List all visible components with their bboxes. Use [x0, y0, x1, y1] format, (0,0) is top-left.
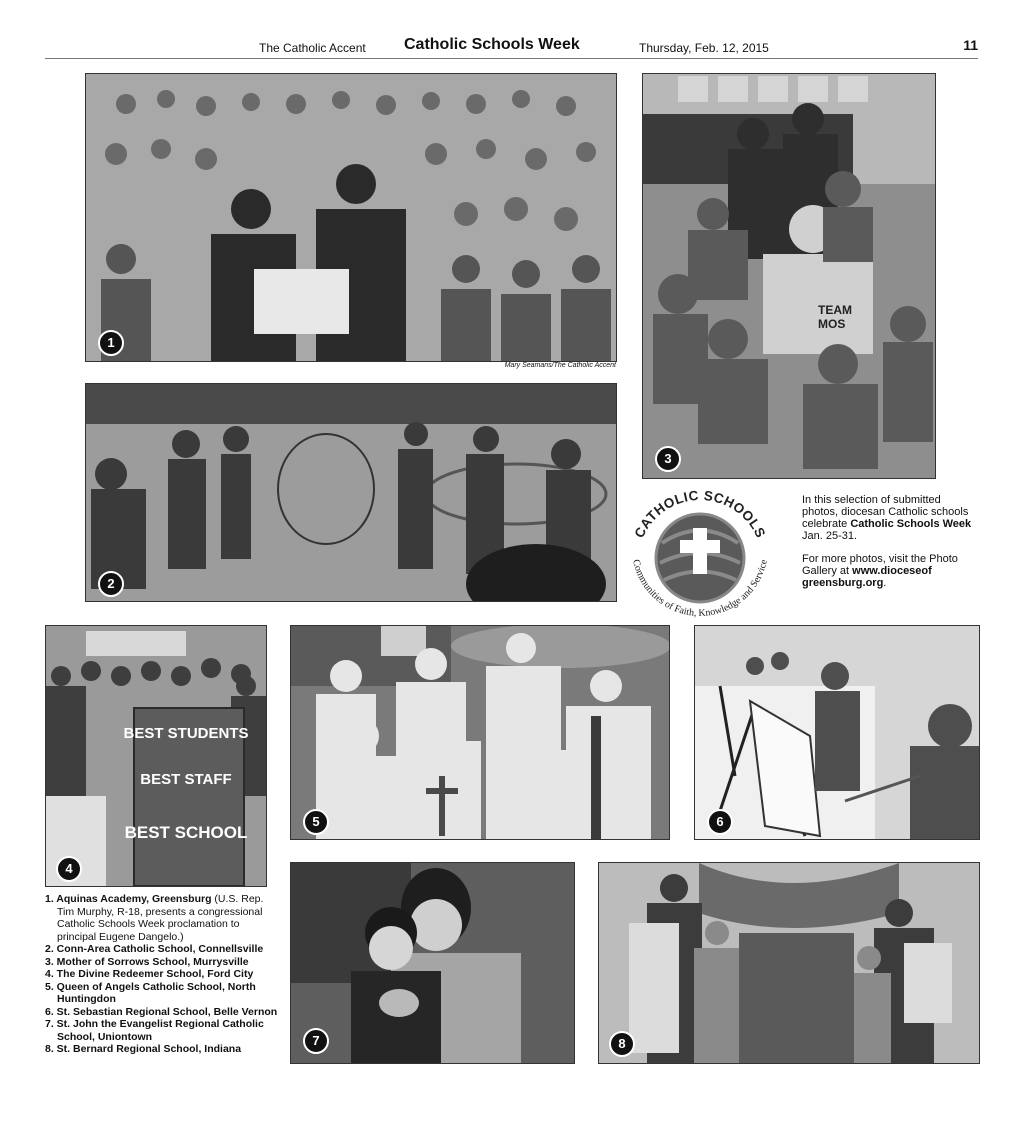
caption-4	[45, 968, 280, 981]
photo-6-image	[695, 626, 979, 839]
promo-dates: Jan. 25-31.	[802, 530, 858, 542]
photo-1-number: 1	[98, 330, 124, 356]
promo-url-link[interactable]: www.dioceseof greensburg.org	[802, 565, 932, 589]
photo-3-shirt-text-2: MOS	[818, 317, 846, 331]
page-number: 11	[963, 37, 978, 53]
caption-7	[45, 1018, 280, 1043]
caption-8	[45, 1043, 280, 1056]
caption-2	[45, 943, 280, 956]
photo-4-number: 4	[56, 856, 82, 882]
photo-4-image	[46, 626, 266, 886]
caption-1	[45, 893, 280, 943]
photo-gallery-promo	[802, 494, 978, 600]
photo-2-number: 2	[98, 571, 124, 597]
caption-6-school: 6. St. Sebastian Regional School, Belle Vernon	[45, 1005, 278, 1018]
photo-1-image	[86, 74, 616, 361]
page-header	[45, 36, 978, 58]
publication-name: The Catholic Accent	[259, 41, 366, 55]
photo-5-image	[291, 626, 669, 839]
photo-3-image	[643, 74, 935, 478]
banner-best-staff: BEST STAFF	[140, 771, 232, 788]
promo-gallery-paragraph	[802, 553, 978, 589]
promo-highlight: Catholic Schools Week	[850, 518, 972, 530]
photo-credit: Mary Seamans/The Catholic Accent	[504, 362, 616, 369]
photo-8-image	[599, 863, 979, 1063]
promo-url-end: .	[883, 577, 887, 589]
caption-7-school: 7. St. John the Evangelist Regional Catholic School, Uniontown	[45, 1018, 264, 1043]
catholic-schools-logo	[622, 488, 778, 620]
caption-3	[45, 956, 280, 969]
caption-5	[45, 981, 280, 1006]
photo-2-image	[86, 384, 616, 601]
caption-2-school: 2. Conn-Area Catholic School, Connellsville	[45, 943, 264, 955]
caption-8-school: 8. St. Bernard Regional School, Indiana	[45, 1043, 242, 1055]
photo-6-number: 6	[707, 809, 733, 835]
caption-5-school: 5. Queen of Angels Catholic School, North Huntingdon	[45, 980, 256, 1005]
banner-best-students: BEST STUDENTS	[123, 725, 249, 742]
photo-1	[85, 73, 617, 362]
header-rule	[45, 58, 978, 59]
photo-7	[290, 862, 575, 1064]
promo-intro: In this selection of submitted photos, diocesan Catholic schools celebrate	[802, 494, 969, 530]
photo-3-number: 3	[655, 446, 681, 472]
photo-6	[694, 625, 980, 840]
promo-intro-paragraph	[802, 494, 978, 542]
photo-5	[290, 625, 670, 840]
caption-4-school: 4. The Divine Redeemer School, Ford City	[45, 968, 254, 980]
photo-5-number: 5	[303, 809, 329, 835]
caption-6	[45, 1006, 280, 1019]
photo-8	[598, 862, 980, 1064]
caption-list	[45, 893, 280, 1056]
photo-3	[642, 73, 936, 479]
issue-date: Thursday, Feb. 12, 2015	[639, 41, 769, 55]
caption-1-detail: (U.S. Rep. Tim Murphy, R-18, presents a congressional Catholic Schools Week proclamation to principal Eugene Dangelo.)	[57, 893, 264, 943]
logo-top-text: CATHOLIC SCHOOLS	[631, 488, 769, 541]
banner-best-school: BEST SCHOOL	[124, 823, 248, 842]
photo-8-number: 8	[609, 1031, 635, 1057]
section-title: Catholic Schools Week	[404, 36, 580, 53]
photo-2	[85, 383, 617, 602]
photo-7-image	[291, 863, 574, 1063]
photo-4	[45, 625, 267, 887]
caption-1-school: 1. Aquinas Academy, Greensburg	[45, 893, 212, 905]
promo-gallery-text: For more photos, visit the Photo Gallery at	[802, 553, 958, 577]
photo-7-number: 7	[303, 1028, 329, 1054]
photo-3-shirt-text-1: TEAM	[818, 303, 852, 317]
caption-3-school: 3. Mother of Sorrows School, Murrysville	[45, 955, 249, 968]
logo-bottom-text: Communities of Faith, Knowledge and Service	[630, 558, 770, 620]
